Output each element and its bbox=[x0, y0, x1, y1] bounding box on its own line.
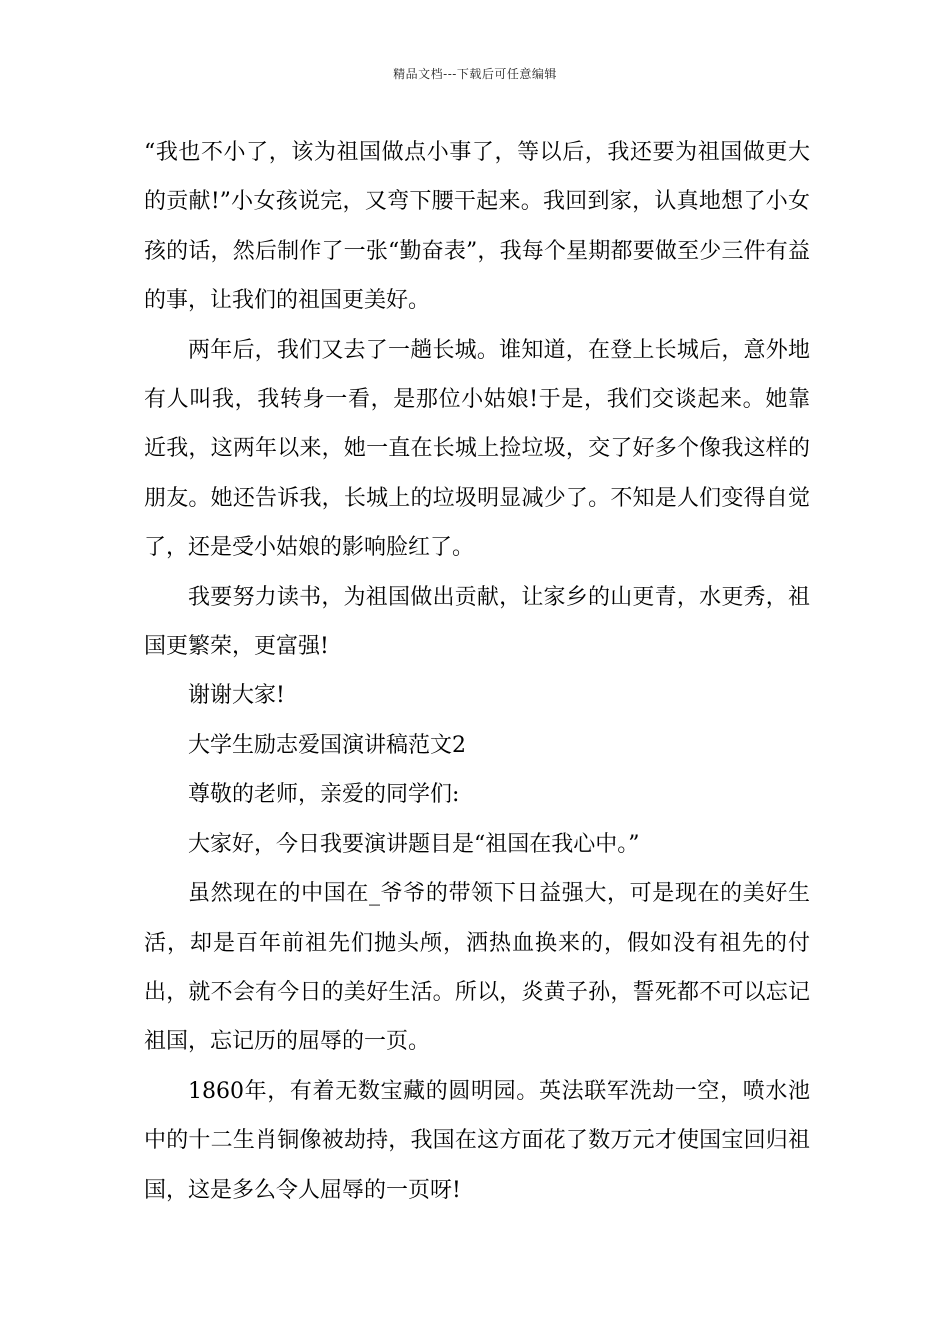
document-body bbox=[144, 128, 810, 1215]
closing-thanks: 谢谢大家! bbox=[188, 683, 285, 709]
salutation: 尊敬的老师，亲爱的同学们: bbox=[188, 782, 460, 808]
section-title: 大学生励志爱国演讲稿范文2 bbox=[188, 732, 466, 758]
page-header: 精品文档---下载后可任意编辑 bbox=[393, 67, 557, 81]
paragraph-3: 我要努力读书，为祖国做出贡献，让家乡的山更青，水更秀，祖国更繁荣，更富强! bbox=[144, 584, 810, 660]
greeting: 大家好，今日我要演讲题目是“祖国在我心中。” bbox=[188, 831, 640, 857]
paragraph-1: “我也不小了，该为祖国做点小事了，等以后，我还要为祖国做更大的贡献!”小女孩说完，又弯下腰干起来。我回到家，认真地想了小女孩的话，然后制作了一张“勤奋表”，我每个星期都要做至少三件有益的事，让我们的祖国更美好。 bbox=[144, 140, 810, 314]
paragraph-5: 1860年，有着无数宝藏的圆明园。英法联军洗劫一空，喷水池中的十二生肖铜像被劫持，我国在这方面花了数万元才使国宝回归祖国，这是多么令人屈辱的一页呀! bbox=[144, 1078, 810, 1203]
paragraph-2: 两年后，我们又去了一趟长城。谁知道，在登上长城后，意外地有人叫我，我转身一看，是那位小姑娘!于是，我们交谈起来。她靠近我，这两年以来，她一直在长城上捡垃圾，交了好多个像我这样的朋友。她还告诉我，长城上的垃圾明显减少了。不知是人们变得自觉了，还是受小姑娘的影响脸红了。 bbox=[144, 337, 810, 561]
paragraph-4: 虽然现在的中国在_爷爷的带领下日益强大，可是现在的美好生活，却是百年前祖先们抛头颅，洒热血换来的，假如没有祖先的付出，就不会有今日的美好生活。所以，炎黄子孙，誓死都不可以忘记祖国，忘记历的屈辱的一页。 bbox=[144, 881, 810, 1055]
